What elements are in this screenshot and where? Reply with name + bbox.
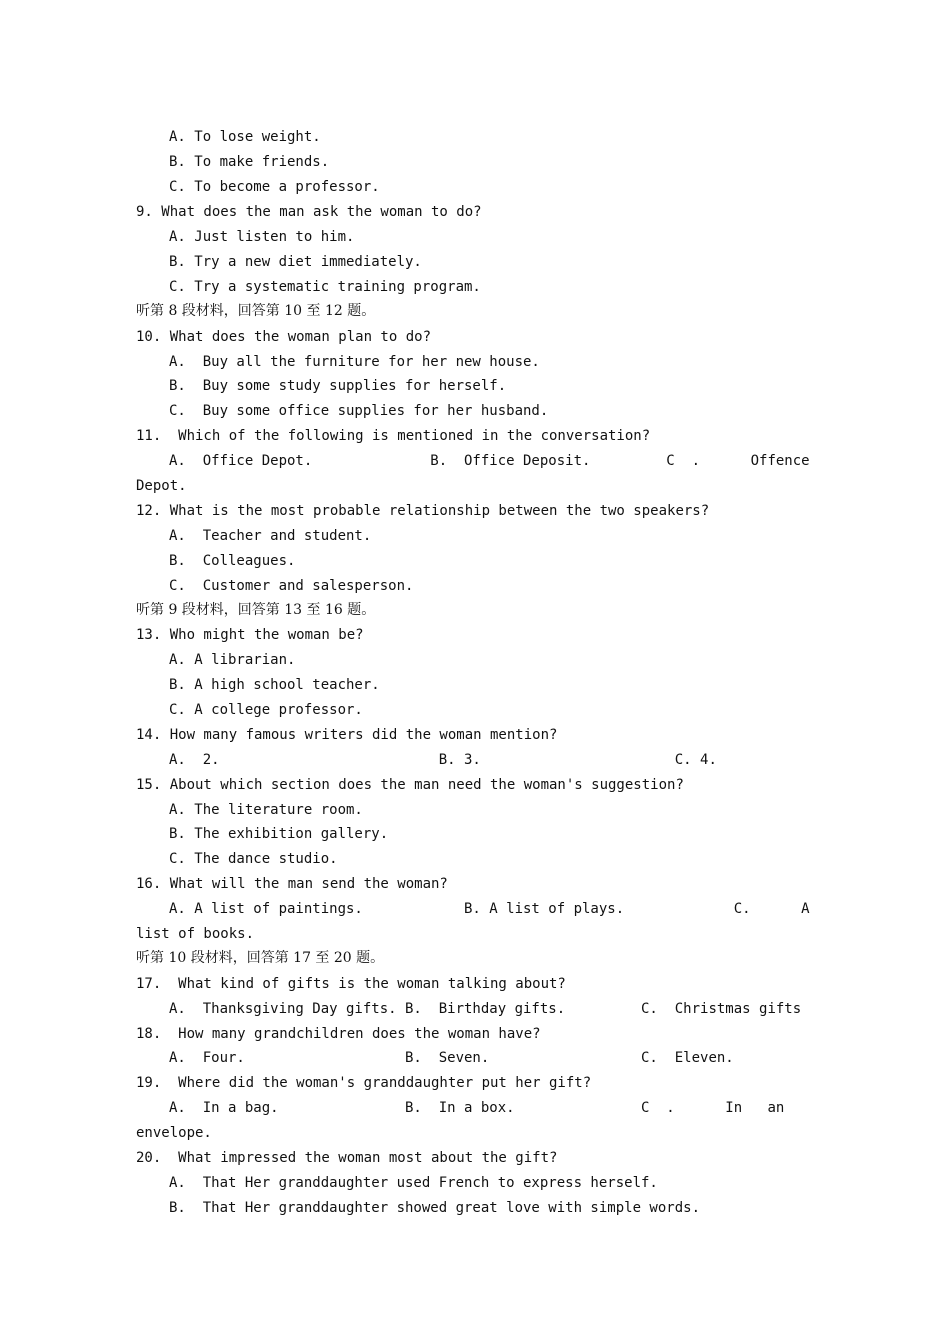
question-line: 19. Where did the woman's granddaughter put her gift? (136, 1075, 592, 1091)
section-heading: 听第 8 段材料，回答第 10 至 12 题。 (136, 303, 376, 319)
option-wrap-line: Depot. (136, 478, 187, 494)
option-line: A. Four. B. Seven. C. Eleven. (169, 1050, 734, 1066)
option-line: A. In a bag. B. In a box. C . In an (169, 1100, 785, 1116)
question-line: 20. What impressed the woman most about the gift? (136, 1150, 558, 1166)
option-line: A. Just listen to him. (169, 229, 355, 245)
option-line: C. The dance studio. (169, 851, 338, 867)
option-line: C. To become a professor. (169, 179, 380, 195)
section-heading: 听第 10 段材料，回答第 17 至 20 题。 (136, 950, 385, 966)
option-line: A. That Her granddaughter used French to express herself. (169, 1175, 658, 1191)
option-line: A. A list of paintings. B. A list of plays. C. A (169, 901, 810, 917)
option-line: B. That Her granddaughter showed great love with simple words. (169, 1200, 701, 1216)
option-line: A. To lose weight. (169, 129, 321, 145)
option-wrap-line: list of books. (136, 926, 255, 942)
question-line: 11. Which of the following is mentioned in the conversation? (136, 428, 651, 444)
option-line: A. 2. B. 3. C. 4. (169, 752, 717, 768)
option-line: A. Buy all the furniture for her new house. (169, 354, 540, 370)
option-wrap-line: envelope. (136, 1125, 212, 1141)
question-line: 13. Who might the woman be? (136, 627, 364, 643)
question-line: 14. How many famous writers did the woman mention? (136, 727, 558, 743)
section-heading: 听第 9 段材料，回答第 13 至 16 题。 (136, 602, 376, 618)
option-line: A. A librarian. (169, 652, 296, 668)
option-line: C. Customer and salesperson. (169, 578, 414, 594)
option-line: B. To make friends. (169, 154, 330, 170)
question-line: 17. What kind of gifts is the woman talking about? (136, 976, 566, 992)
option-line: C. A college professor. (169, 702, 363, 718)
option-line: B. Colleagues. (169, 553, 296, 569)
question-line: 18. How many grandchildren does the woman have? (136, 1026, 541, 1042)
option-line: B. Try a new diet immediately. (169, 254, 422, 270)
option-line: A. Thanksgiving Day gifts. B. Birthday gifts. C. Christmas gifts (169, 1001, 802, 1017)
question-line: 16. What will the man send the woman? (136, 876, 448, 892)
option-line: A. Office Depot. B. Office Deposit. C . Offence (169, 453, 810, 469)
question-line: 10. What does the woman plan to do? (136, 329, 432, 345)
question-line: 9. What does the man ask the woman to do? (136, 204, 482, 220)
option-line: B. A high school teacher. (169, 677, 380, 693)
option-line: C. Try a systematic training program. (169, 279, 481, 295)
question-line: 15. About which section does the man need the woman's suggestion? (136, 777, 684, 793)
option-line: B. The exhibition gallery. (169, 826, 389, 842)
question-line: 12. What is the most probable relationship between the two speakers? (136, 503, 710, 519)
option-line: A. Teacher and student. (169, 528, 372, 544)
option-line: B. Buy some study supplies for herself. (169, 378, 507, 394)
option-line: C. Buy some office supplies for her husband. (169, 403, 549, 419)
option-line: A. The literature room. (169, 802, 363, 818)
